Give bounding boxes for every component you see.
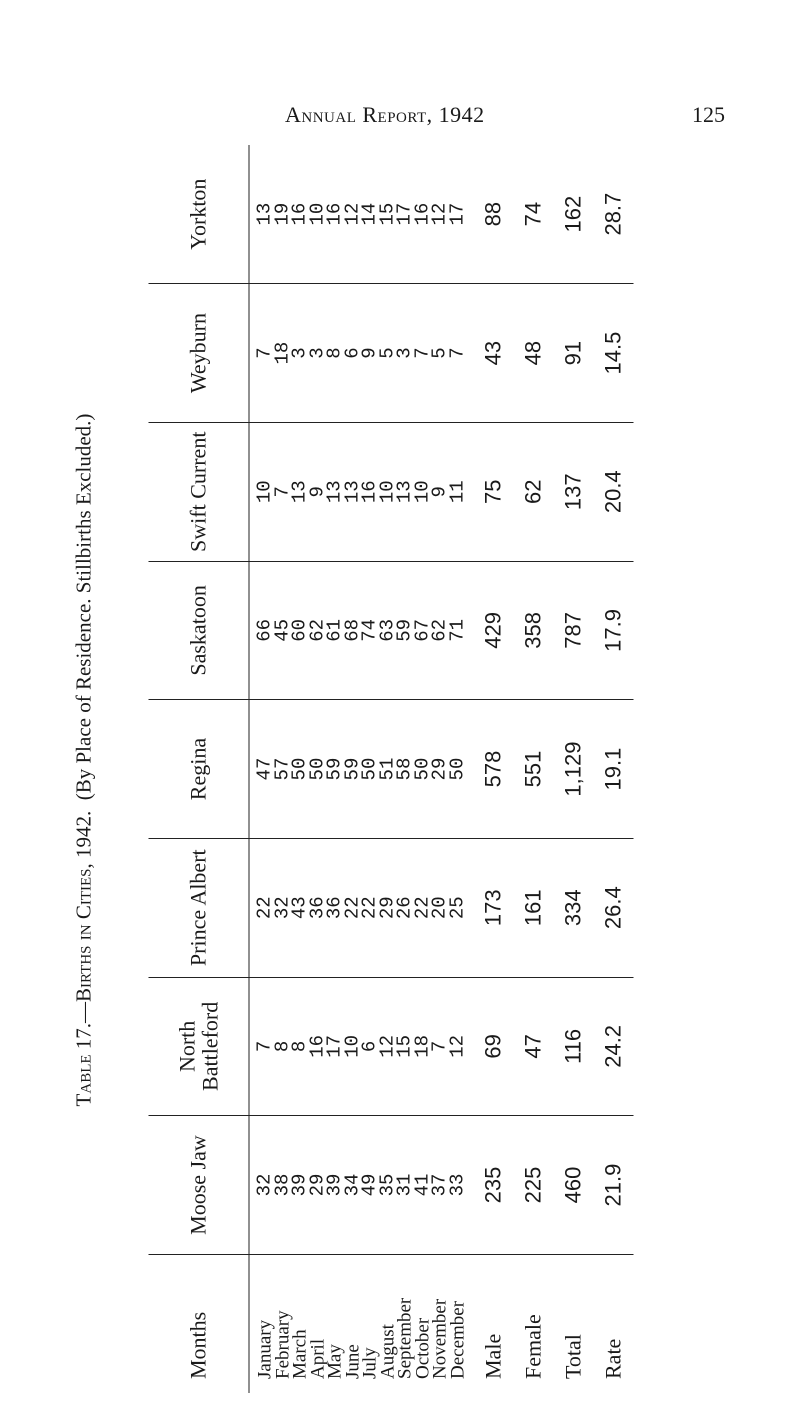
month-value: 10 [410,480,433,504]
month-value: 8 [270,1040,293,1053]
cell-moose-jaw-monthly [249,1116,474,1255]
monthly-values [253,146,468,282]
month-value: 29 [305,1173,328,1197]
row-label: Total [560,1334,585,1379]
month-value: 39 [288,1173,310,1197]
month-value: 22 [253,896,275,920]
row-label: Female [520,1314,545,1379]
month-value: 62 [428,618,450,642]
month-value: 66 [253,618,275,642]
totals-row-rate [593,145,633,1393]
header-row [148,145,249,1393]
month-value: 22 [410,896,433,920]
month-value: 58 [393,757,415,781]
month-value: 17 [323,1034,345,1058]
totals-row-male [473,145,513,1393]
month-value: 8 [323,347,345,359]
month-value: 13 [323,480,345,504]
month-value: 61 [323,618,345,642]
month-value: 7 [445,347,468,359]
month-value: 20 [428,896,450,920]
cell-swift-current-monthly [249,422,474,561]
cell-value: 75 [473,422,513,561]
month-value: 43 [288,896,310,920]
month-value: 7 [410,347,433,359]
month-value: 59 [340,757,363,781]
caption-title: Table 17.—Births in Cities, 1942. [71,810,96,1107]
page-header [0,0,800,130]
month-value: 7 [253,347,275,359]
month-value: 41 [410,1173,433,1197]
cell-north-battleford-monthly [249,977,474,1116]
page-number: 125 [692,102,725,127]
month-value: 68 [340,618,363,642]
totals-row-female [513,145,553,1393]
month-value: 39 [323,1173,345,1197]
month-name: December [446,1300,468,1379]
cell-value: 173 [473,838,513,977]
month-name: November [429,1298,450,1379]
month-value: 3 [393,347,415,359]
month-value: 5 [375,347,398,359]
cell-value: 74 [513,145,553,284]
cell-value: 235 [473,1116,513,1255]
col-header-regina: Regina [148,700,249,839]
month-value: 18 [270,341,293,365]
monthly-values [253,840,468,976]
month-value: 36 [323,896,345,920]
month-value: 7 [253,1040,275,1053]
month-name: March [289,1329,310,1379]
month-value: 10 [340,1034,363,1058]
month-value: 13 [253,202,275,226]
month-value: 38 [270,1173,293,1197]
cell-value: 578 [473,700,513,839]
month-value: 3 [305,347,328,359]
month-value: 9 [358,347,380,359]
month-value: 18 [410,1034,433,1058]
col-header-north-battleford: North Battleford [148,977,249,1116]
row-label: Rate [600,1338,625,1379]
month-value: 14 [358,202,380,226]
month-value: 57 [270,757,293,781]
month-value: 16 [410,202,433,226]
cell-value: 21.9 [593,1116,633,1255]
cell-value: 137 [553,422,593,561]
month-value: 37 [428,1173,450,1197]
month-value: 50 [288,757,310,781]
cell-value: 787 [553,561,593,700]
month-value: 50 [445,757,468,781]
month-value: 12 [375,1034,398,1058]
month-value: 12 [428,202,450,226]
table-caption-area [58,140,110,1380]
month-value: 10 [375,480,398,504]
month-value: 60 [288,618,310,642]
month-value: 13 [340,480,363,504]
month-value: 59 [393,618,415,642]
cell-yorkton-monthly [249,145,474,284]
month-value: 19 [270,202,293,226]
cell-value: 91 [553,284,593,423]
births-table [148,145,623,1393]
cell-value: 48 [513,284,553,423]
monthly-row [249,145,474,1393]
month-value: 6 [358,1040,380,1053]
month-value: 11 [445,480,468,504]
month-value: 51 [375,757,398,781]
month-name: April [306,1338,328,1379]
month-value: 17 [445,202,468,226]
cell-value: 28.7 [593,145,633,284]
month-value: 12 [445,1034,468,1058]
month-value: 22 [358,896,380,920]
month-value: 49 [358,1173,380,1197]
col-header-weyburn: Weyburn [148,284,249,423]
month-value: 45 [270,618,293,642]
month-value: 16 [358,480,380,504]
month-value: 29 [428,757,450,781]
cell-value: 43 [473,284,513,423]
monthly-values [253,285,468,421]
month-value: 74 [358,618,380,642]
cell-value: 14.5 [593,284,633,423]
cell-value: 460 [553,1116,593,1255]
month-value: 35 [375,1173,398,1197]
month-value: 31 [393,1173,415,1197]
cell-value: 161 [513,838,553,977]
births-table-area [148,145,623,1393]
month-value: 16 [305,1034,328,1058]
totals-row-total [553,145,593,1393]
month-value: 32 [270,896,293,920]
monthly-values [253,1117,468,1253]
month-value: 7 [428,1040,450,1053]
month-value: 17 [393,202,415,226]
month-value: 59 [323,757,345,781]
cell-value: 20.4 [593,422,633,561]
month-value: 8 [288,1040,310,1053]
month-name: February [271,1310,293,1379]
births-grid [148,145,633,1393]
cell-value: 26.4 [593,838,633,977]
month-value: 50 [358,757,380,781]
cell-weyburn-monthly [249,284,474,423]
monthly-values [253,701,468,837]
month-value: 36 [305,896,328,920]
cell-value: 62 [513,422,553,561]
month-value: 67 [410,618,433,642]
row-label: Male [480,1333,505,1379]
month-name: May [324,1344,345,1379]
cell-value: 429 [473,561,513,700]
month-value: 3 [288,347,310,359]
caption-note: (By Place of Residence. Stillbirths Excluded.) [71,413,96,801]
monthly-values [253,979,468,1115]
cell-value: 47 [513,977,553,1116]
month-name: June [341,1344,363,1379]
month-value: 26 [393,896,415,920]
month-name: October [411,1317,433,1379]
month-value: 62 [305,618,328,642]
cell-value: 1,129 [553,700,593,839]
month-value: 15 [393,1034,415,1058]
month-name-list [256,1256,466,1379]
month-name: July [359,1347,380,1379]
month-value: 16 [288,202,310,226]
month-name: August [376,1324,398,1379]
month-value: 15 [375,202,398,226]
month-value: 25 [445,896,468,920]
month-value: 50 [410,757,433,781]
month-value: 50 [305,757,328,781]
col-header-moose-jaw: Moose Jaw [148,1116,249,1255]
cell-value: 225 [513,1116,553,1255]
cell-value: 17.9 [593,561,633,700]
cell-saskatoon-monthly [249,561,474,700]
monthly-values [253,424,468,560]
month-value: 16 [323,202,345,226]
cell-value: 358 [513,561,553,700]
cell-value: 69 [473,977,513,1116]
cell-value: 334 [553,838,593,977]
month-value: 47 [253,757,275,781]
month-value: 6 [340,347,363,359]
month-name: January [254,1319,275,1379]
col-header-yorkton: Yorkton [148,145,249,284]
cell-prince-albert-monthly [249,838,474,977]
col-header-months: Months [148,1254,249,1393]
month-value: 5 [428,347,450,359]
month-value: 12 [340,202,363,226]
col-header-swift-current: Swift Current [148,422,249,561]
month-value: 10 [253,480,275,504]
month-value: 32 [253,1173,275,1197]
cell-regina-monthly [249,700,474,839]
cell-value: 162 [553,145,593,284]
month-value: 29 [375,896,398,920]
month-value: 63 [375,618,398,642]
month-value: 7 [270,486,293,498]
month-value: 10 [305,202,328,226]
month-labels [249,1254,474,1393]
cell-value: 551 [513,700,553,839]
col-header-prince-albert: Prince Albert [148,838,249,977]
cell-value: 24.2 [593,977,633,1116]
cell-value: 88 [473,145,513,284]
monthly-values [253,563,468,699]
month-value: 13 [393,480,415,504]
table-caption [72,140,97,1380]
col-header-saskatoon: Saskatoon [148,561,249,700]
month-value: 13 [288,480,310,504]
cell-value: 116 [553,977,593,1116]
month-value: 34 [340,1173,363,1197]
month-value: 71 [445,618,468,642]
month-name: September [394,1297,415,1379]
running-title: Annual Report, 1942 [285,102,485,127]
cell-value: 19.1 [593,700,633,839]
month-value: 33 [445,1173,468,1197]
month-value: 9 [428,486,450,498]
month-value: 22 [340,896,363,920]
month-value: 9 [305,486,328,498]
